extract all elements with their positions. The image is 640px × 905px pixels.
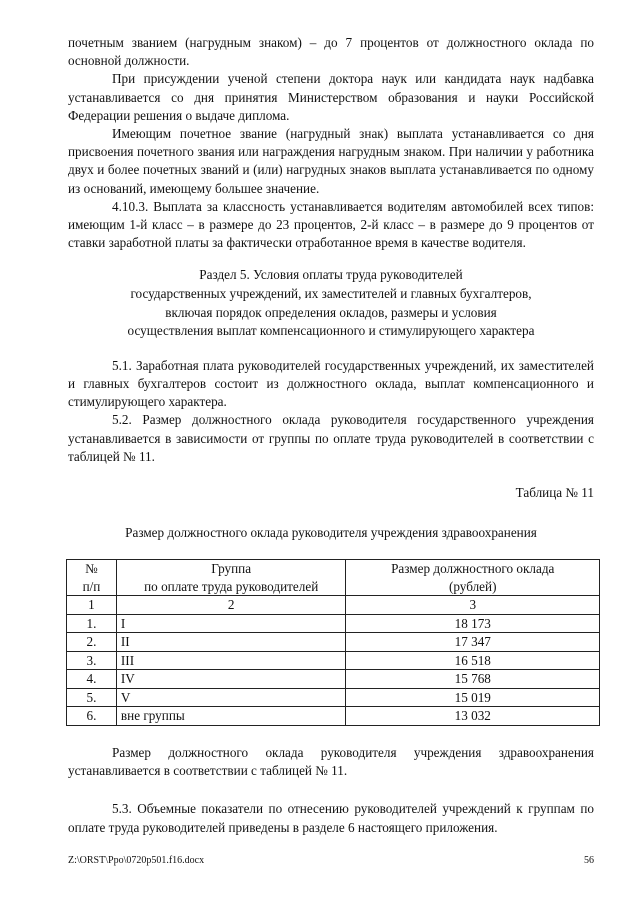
paragraph-5-1: 5.1. Заработная плата руководителей государственных учреждений, их заместителей и главных бухгалтеров состоит из должностного оклада, выплат компенсационного и стимулирующего характера. bbox=[68, 357, 594, 410]
paragraph-driver-class: 4.10.3. Выплата за классность устанавливается водителям автомобилей всех типов: имеющим 1-й класс – в размере до 23 процентов, 2-й класс – в размере до 9 процентов от ставки заработной платы за фактически отработанное время в качестве водителя. bbox=[68, 198, 594, 251]
table-cell-salary: 16 518 bbox=[346, 651, 600, 670]
section-5-heading bbox=[68, 266, 594, 340]
table-number-label: Таблица № 11 bbox=[515, 485, 594, 501]
table-row bbox=[67, 670, 600, 689]
paragraph-5-2: 5.2. Размер должностного оклада руководителя государственного учреждения устанавливается в зависимости от группы по оплате труда руководителей в соответствии с таблицей № 11. bbox=[68, 412, 594, 464]
table-cell-salary: 15 019 bbox=[346, 688, 600, 707]
table-cell: 2 bbox=[116, 596, 346, 615]
header-cell-salary: Размер должностного оклада (рублей) bbox=[346, 560, 600, 596]
page-footer bbox=[68, 855, 594, 867]
paragraph-5-3: 5.3. Объемные показатели по отнесению руководителей учреждений к группам по оплате труда руководителей приведены в разделе 6 настоящего приложения. bbox=[68, 801, 594, 835]
section-heading-line: государственных учреждений, их заместителей и главных бухгалтеров, bbox=[130, 286, 532, 302]
table-cell-salary: 18 173 bbox=[346, 614, 600, 633]
page-content bbox=[68, 34, 594, 837]
section-heading-line: осуществления выплат компенсационного и стимулирующего характера bbox=[127, 323, 535, 339]
table-title: Размер должностного оклада руководителя учреждения здравоохранения bbox=[125, 525, 537, 541]
table-row bbox=[67, 688, 600, 707]
table-cell-num: 6. bbox=[67, 707, 117, 726]
section-heading-line: включая порядок определения окладов, размеры и условия bbox=[165, 304, 497, 320]
header-cell-group: Группа по оплате труда руководителей bbox=[116, 560, 346, 596]
table-cell: 3 bbox=[346, 596, 600, 615]
footer-page-number: 56 bbox=[584, 855, 594, 866]
table-row bbox=[67, 651, 600, 670]
table-cell-group: III bbox=[116, 651, 346, 670]
header-cell-number: № п/п bbox=[67, 560, 117, 596]
paragraph-honorary-title: почетным званием (нагрудным знаком) – до 7 процентов от должностного оклада по основной должности. bbox=[68, 35, 594, 69]
table-cell-group: вне группы bbox=[116, 707, 346, 726]
table-cell-group: V bbox=[116, 688, 346, 707]
table-row bbox=[67, 614, 600, 633]
table-cell-group: IV bbox=[116, 670, 346, 689]
table-cell-salary: 15 768 bbox=[346, 670, 600, 689]
table-cell-group: II bbox=[116, 633, 346, 652]
table-cell-group: I bbox=[116, 614, 346, 633]
footer-file-path: Z:\ORST\Ppo\0720p501.f16.docx bbox=[68, 855, 205, 866]
table-header-row bbox=[67, 560, 600, 596]
table-cell-salary: 17 347 bbox=[346, 633, 600, 652]
table-row bbox=[67, 707, 600, 726]
table-cell-salary: 13 032 bbox=[346, 707, 600, 726]
table-cell-num: 1. bbox=[67, 614, 117, 633]
paragraph-honorary-badge: Имеющим почетное звание (нагрудный знак) выплата устанавливается со дня присвоения почетного звания или награждения нагрудным знаком. При наличии у работника двух и более почетных званий и (или) нагрудных знаков выплата устанавливается по одному из оснований, имеющему большее значение. bbox=[68, 126, 594, 196]
table-cell-num: 2. bbox=[67, 633, 117, 652]
table-cell: 1 bbox=[67, 596, 117, 615]
table-row bbox=[67, 633, 600, 652]
table-cell-num: 4. bbox=[67, 670, 117, 689]
section-heading-line: Раздел 5. Условия оплаты труда руководителей bbox=[199, 267, 463, 283]
table-cell-num: 5. bbox=[67, 688, 117, 707]
table-cell-num: 3. bbox=[67, 651, 117, 670]
paragraph-academic-degree: При присуждении ученой степени доктора наук или кандидата наук надбавка устанавливается со дня принятия Министерством образования и науки Российской Федерации решения о выдаче диплома. bbox=[68, 71, 594, 123]
paragraph-after-table: Размер должностного оклада руководителя учреждения здравоохранения устанавливается в соответствии с таблицей № 11. bbox=[68, 744, 594, 779]
salary-table bbox=[66, 559, 600, 726]
table-index-row bbox=[67, 596, 600, 615]
